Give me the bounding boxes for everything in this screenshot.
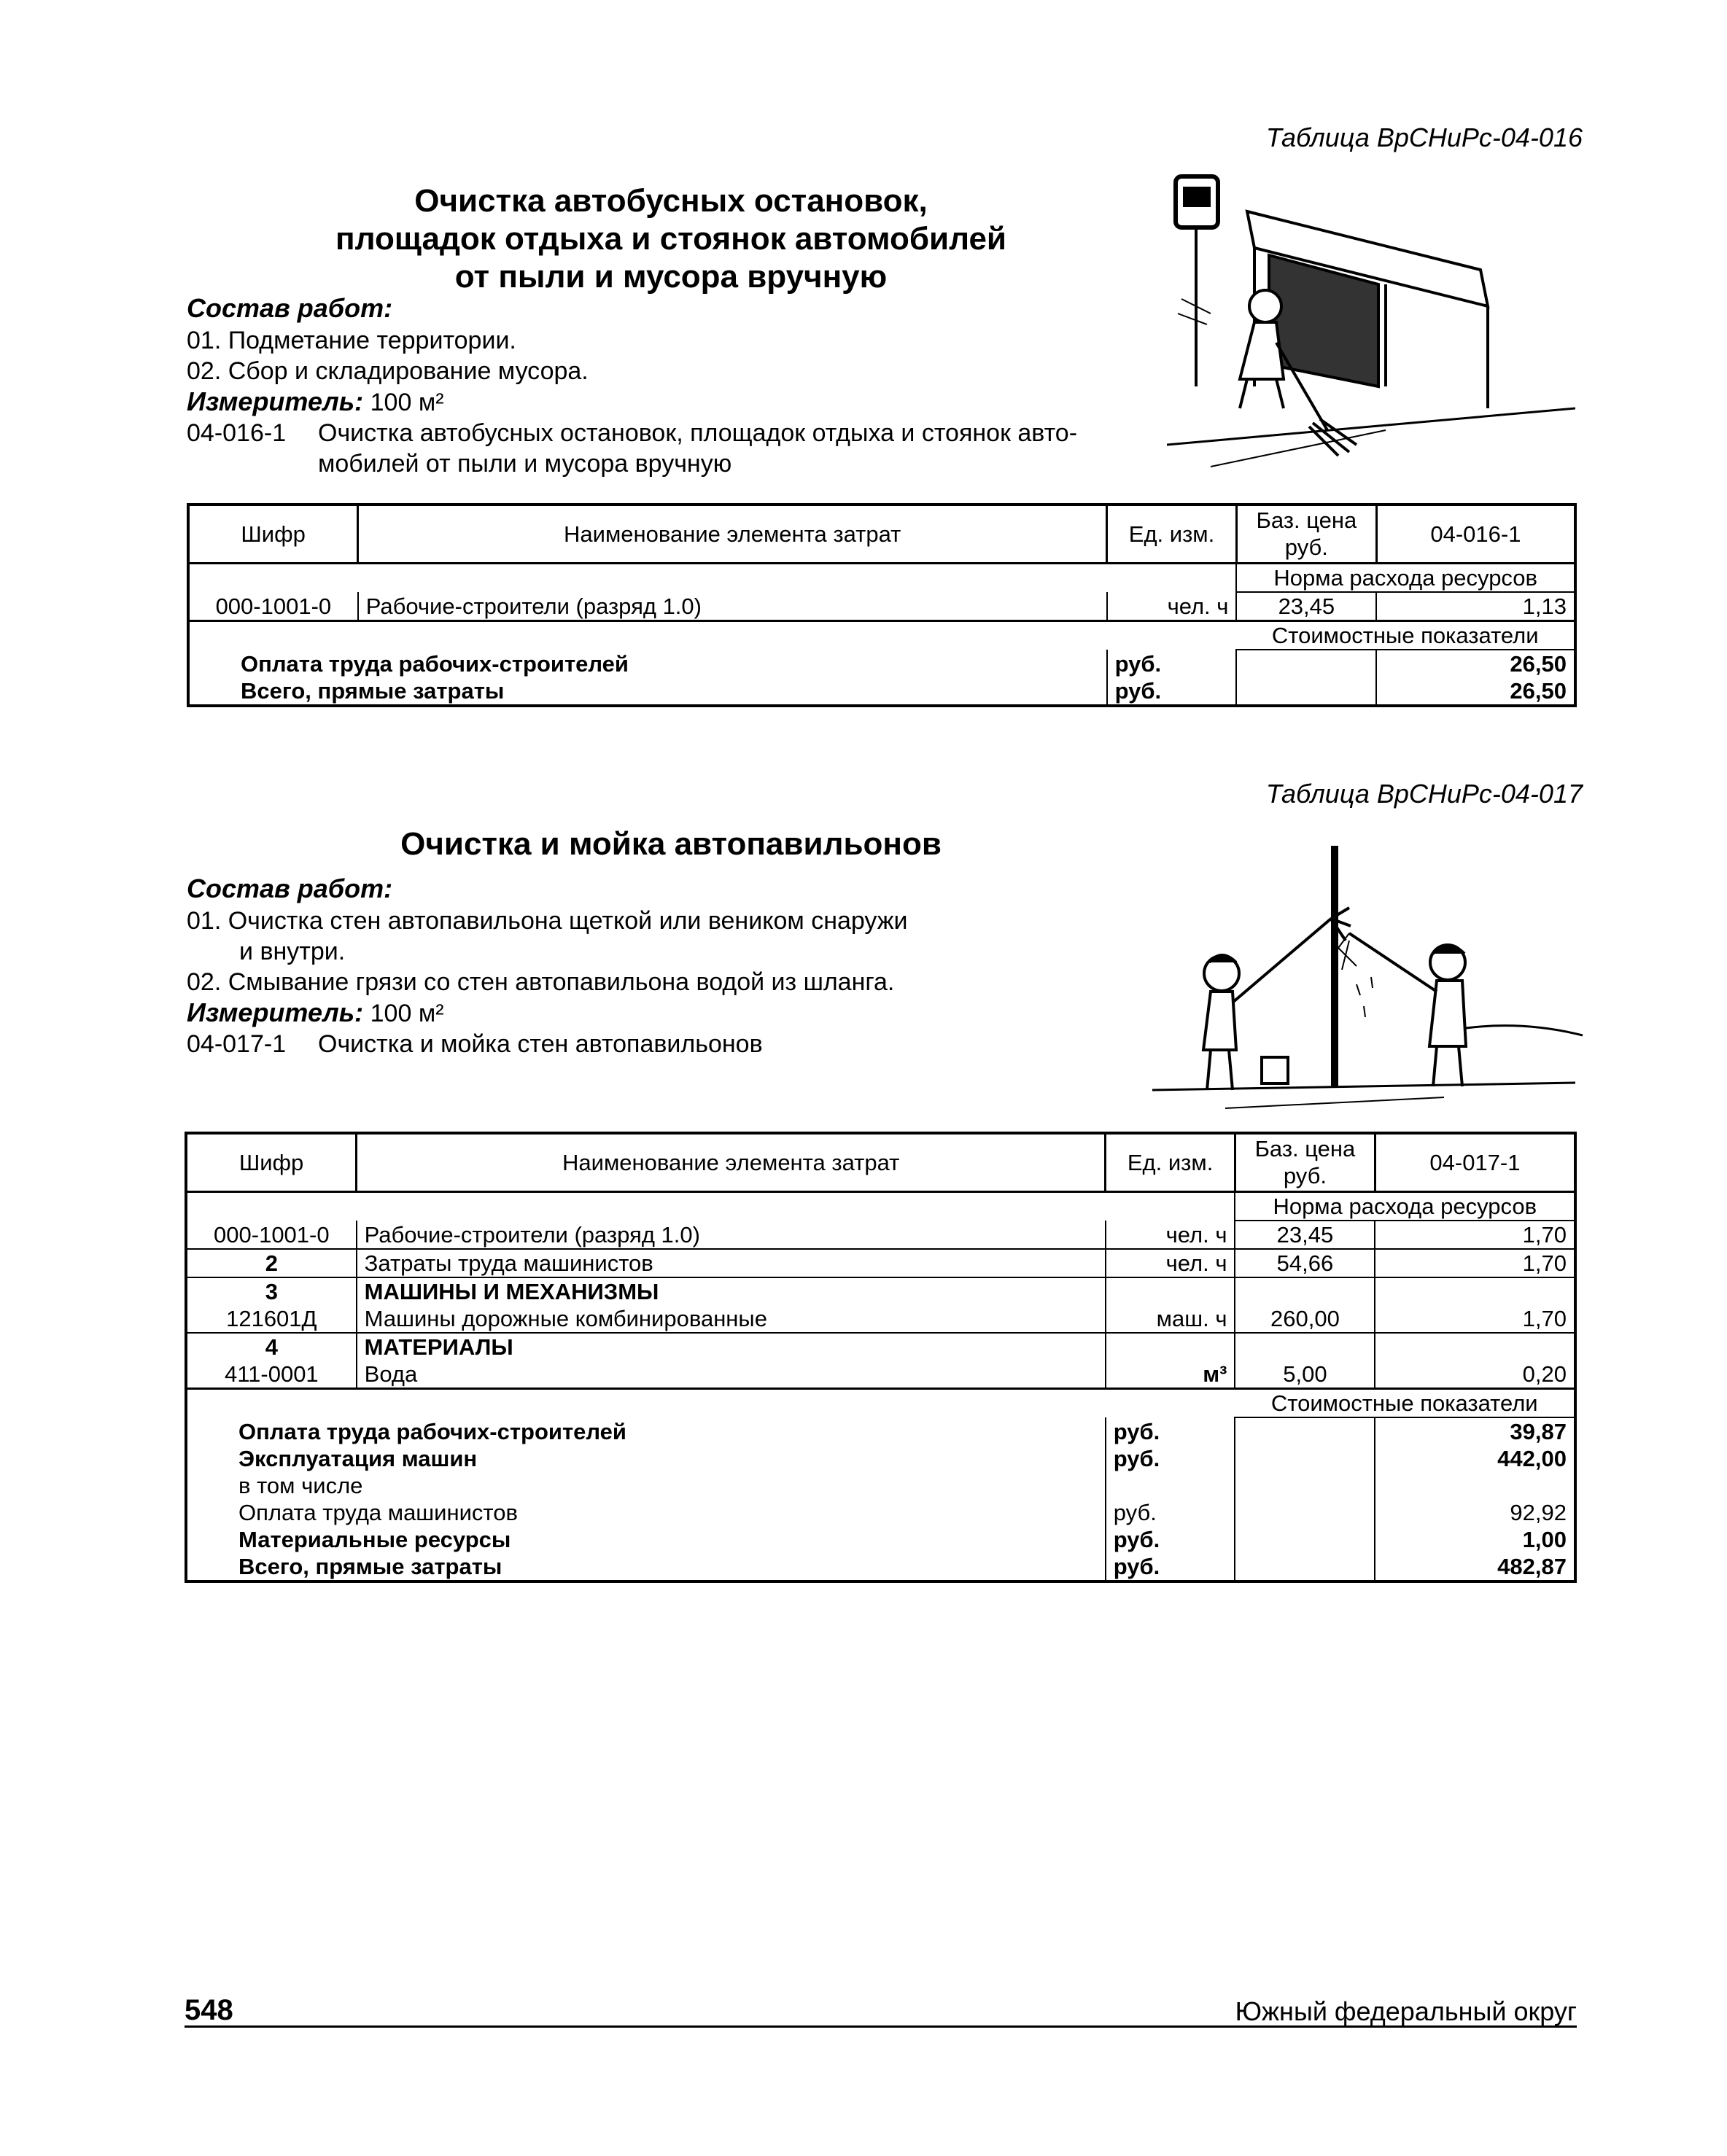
cost-row	[186, 1499, 1575, 1526]
row-unit: маш. ч	[1106, 1305, 1235, 1333]
table-header-row	[186, 1133, 1575, 1191]
row-unit: чел. ч	[1106, 1221, 1235, 1249]
row-name: Рабочие-строители (разряд 1.0)	[357, 1221, 1106, 1249]
cost-row	[186, 1445, 1575, 1472]
cost-row	[188, 650, 1575, 677]
row-price	[1235, 1277, 1375, 1305]
work-item: 02. Смывание грязи со стен автопавильона водой из шланга.	[187, 968, 895, 996]
header-price-line: руб.	[1283, 1163, 1327, 1189]
row-unit: чел. ч	[1106, 1249, 1235, 1277]
cost-unit: руб.	[1106, 1526, 1235, 1553]
row-code: 000-1001-0	[188, 592, 358, 621]
table-row	[188, 592, 1575, 621]
section-norm-label: Норма расхода ресурсов	[1235, 1191, 1575, 1221]
work-item: 01. Подметание территории.	[187, 327, 516, 354]
washing-illustration	[1138, 838, 1590, 1123]
work-item: 01. Очистка стен автопавильона щеткой или веником снаружи	[187, 907, 908, 935]
header-name: Наименование элемента затрат	[357, 1133, 1106, 1191]
row-code: 4	[186, 1333, 357, 1361]
header-unit: Ед. изм.	[1107, 505, 1237, 563]
title-line: Очистка автобусных остановок,	[414, 183, 928, 219]
section-title-1	[248, 182, 1094, 296]
work-label: Состав работ:	[187, 873, 393, 903]
cost-value	[1375, 1472, 1575, 1499]
row-value	[1375, 1333, 1575, 1361]
cost-value: 26,50	[1510, 677, 1567, 704]
section-title-2: Очистка и мойка автопавильонов	[400, 826, 942, 862]
row-value: 1,70	[1375, 1221, 1575, 1249]
cost-name: в том числе	[238, 1472, 363, 1498]
row-unit	[1106, 1277, 1235, 1305]
section-cost-row	[188, 620, 1575, 650]
row-code: 411-0001	[186, 1361, 357, 1389]
work-composition-2	[187, 872, 1208, 1059]
cost-value: 482,87	[1497, 1553, 1567, 1579]
table-row	[186, 1333, 1575, 1361]
cost-name: Оплата труда рабочих-строителей	[241, 650, 629, 677]
cost-name: Оплата труда машинистов	[238, 1499, 518, 1525]
row-name: Затраты труда машинистов	[357, 1249, 1106, 1277]
header-name: Наименование элемента затрат	[358, 505, 1107, 563]
header-column-code: 04-017-1	[1375, 1133, 1575, 1191]
cost-value: 442,00	[1497, 1445, 1567, 1471]
row-unit	[1106, 1333, 1235, 1361]
row-value: 1,70	[1375, 1305, 1575, 1333]
table-row	[186, 1277, 1575, 1305]
header-code: Шифр	[188, 505, 358, 563]
meter-value: 100 м²	[370, 1000, 444, 1027]
row-price: 23,45	[1236, 592, 1376, 621]
cost-row	[188, 677, 1575, 706]
cost-row	[186, 1526, 1575, 1553]
cost-name: Всего, прямые затраты	[238, 1553, 502, 1579]
row-code: 121601Д	[186, 1305, 357, 1333]
table-header-row	[188, 505, 1575, 563]
cost-name: Всего, прямые затраты	[241, 677, 505, 704]
cost-unit: руб.	[1107, 650, 1237, 677]
meter-label: Измеритель:	[187, 386, 364, 416]
row-price	[1235, 1333, 1375, 1361]
row-price: 54,66	[1235, 1249, 1375, 1277]
meter-label: Измеритель:	[187, 997, 364, 1027]
cost-row	[186, 1417, 1575, 1445]
cost-unit	[1106, 1472, 1235, 1499]
table-row	[186, 1221, 1575, 1249]
row-code: 000-1001-0	[186, 1221, 357, 1249]
cost-name: Материальные ресурсы	[238, 1526, 511, 1552]
item-code: 04-016-1	[187, 419, 287, 447]
row-value	[1375, 1277, 1575, 1305]
work-composition-1	[187, 292, 1208, 479]
section-cost-row	[186, 1388, 1575, 1417]
page-number: 548	[185, 1994, 233, 2026]
table-row	[186, 1361, 1575, 1389]
header-column-code: 04-016-1	[1376, 505, 1575, 563]
section-norm-label: Норма расхода ресурсов	[1236, 563, 1575, 592]
row-name: МАШИНЫ И МЕХАНИЗМЫ	[364, 1278, 659, 1304]
header-code: Шифр	[186, 1133, 357, 1191]
title-line: площадок отдыха и стоянок автомобилей	[335, 221, 1006, 257]
row-value: 1,13	[1522, 593, 1567, 619]
table-caption-2: Таблица ВрСНиРс-04-017	[1265, 779, 1583, 809]
row-code: 3	[186, 1277, 357, 1305]
cost-unit: руб.	[1107, 677, 1237, 706]
section-cost-label: Стоимостные показатели	[1235, 1388, 1575, 1417]
section-cost-label: Стоимостные показатели	[1236, 620, 1575, 650]
item-text: мобилей от пыли и мусора вручную	[318, 450, 732, 478]
row-price: 23,45	[1235, 1221, 1375, 1249]
bus-stop-illustration	[1167, 168, 1575, 481]
row-unit: м³	[1106, 1361, 1235, 1389]
estimate-table-2	[185, 1132, 1577, 1583]
table-row	[186, 1305, 1575, 1333]
cost-row	[186, 1553, 1575, 1581]
row-price: 260,00	[1235, 1305, 1375, 1333]
work-label: Состав работ:	[187, 293, 393, 323]
row-name: Рабочие-строители (разряд 1.0)	[365, 593, 702, 619]
header-price-line: Баз. цена	[1254, 1136, 1356, 1162]
cost-row	[186, 1472, 1575, 1499]
row-name: МАТЕРИАЛЫ	[364, 1334, 513, 1360]
row-name: Вода	[357, 1361, 1106, 1389]
cost-value: 1,00	[1522, 1526, 1567, 1552]
row-code: 2	[186, 1249, 357, 1277]
cost-name: Оплата труда рабочих-строителей	[238, 1418, 626, 1444]
title-line: от пыли и мусора вручную	[454, 259, 888, 295]
header-price-line: руб.	[1284, 534, 1328, 561]
section-norm-row	[188, 563, 1575, 592]
work-item: и внутри.	[239, 938, 346, 965]
header-price	[1235, 1133, 1375, 1191]
cost-unit: руб.	[1106, 1445, 1235, 1472]
item-code: 04-017-1	[187, 1030, 287, 1058]
cost-unit: руб.	[1106, 1499, 1235, 1526]
row-name: Машины дорожные комбинированные	[357, 1305, 1106, 1333]
item-text: Очистка автобусных остановок, площадок отдыха и стоянок авто-	[318, 419, 1078, 447]
row-value: 0,20	[1375, 1361, 1575, 1389]
table-row	[186, 1249, 1575, 1277]
footer-region: Южный федеральный округ	[1235, 1996, 1577, 2026]
section-norm-row	[186, 1191, 1575, 1221]
meter-value: 100 м²	[370, 389, 444, 416]
header-unit: Ед. изм.	[1106, 1133, 1235, 1191]
work-item: 02. Сбор и складирование мусора.	[187, 357, 589, 385]
cost-value: 26,50	[1510, 650, 1567, 677]
cost-unit: руб.	[1106, 1417, 1235, 1445]
cost-name: Эксплуатация машин	[238, 1445, 478, 1471]
header-price-line: Баз. цена	[1256, 507, 1357, 534]
cost-value: 39,87	[1510, 1418, 1567, 1444]
table-caption-1: Таблица ВрСНиРс-04-016	[1265, 122, 1583, 152]
row-price: 5,00	[1235, 1361, 1375, 1389]
row-unit: чел. ч	[1107, 592, 1237, 621]
estimate-table-1	[187, 503, 1577, 707]
row-value: 1,70	[1375, 1249, 1575, 1277]
cost-unit: руб.	[1106, 1553, 1235, 1581]
header-price	[1236, 505, 1376, 563]
item-text: Очистка и мойка стен автопавильонов	[318, 1030, 763, 1058]
cost-value: 92,92	[1510, 1499, 1567, 1525]
